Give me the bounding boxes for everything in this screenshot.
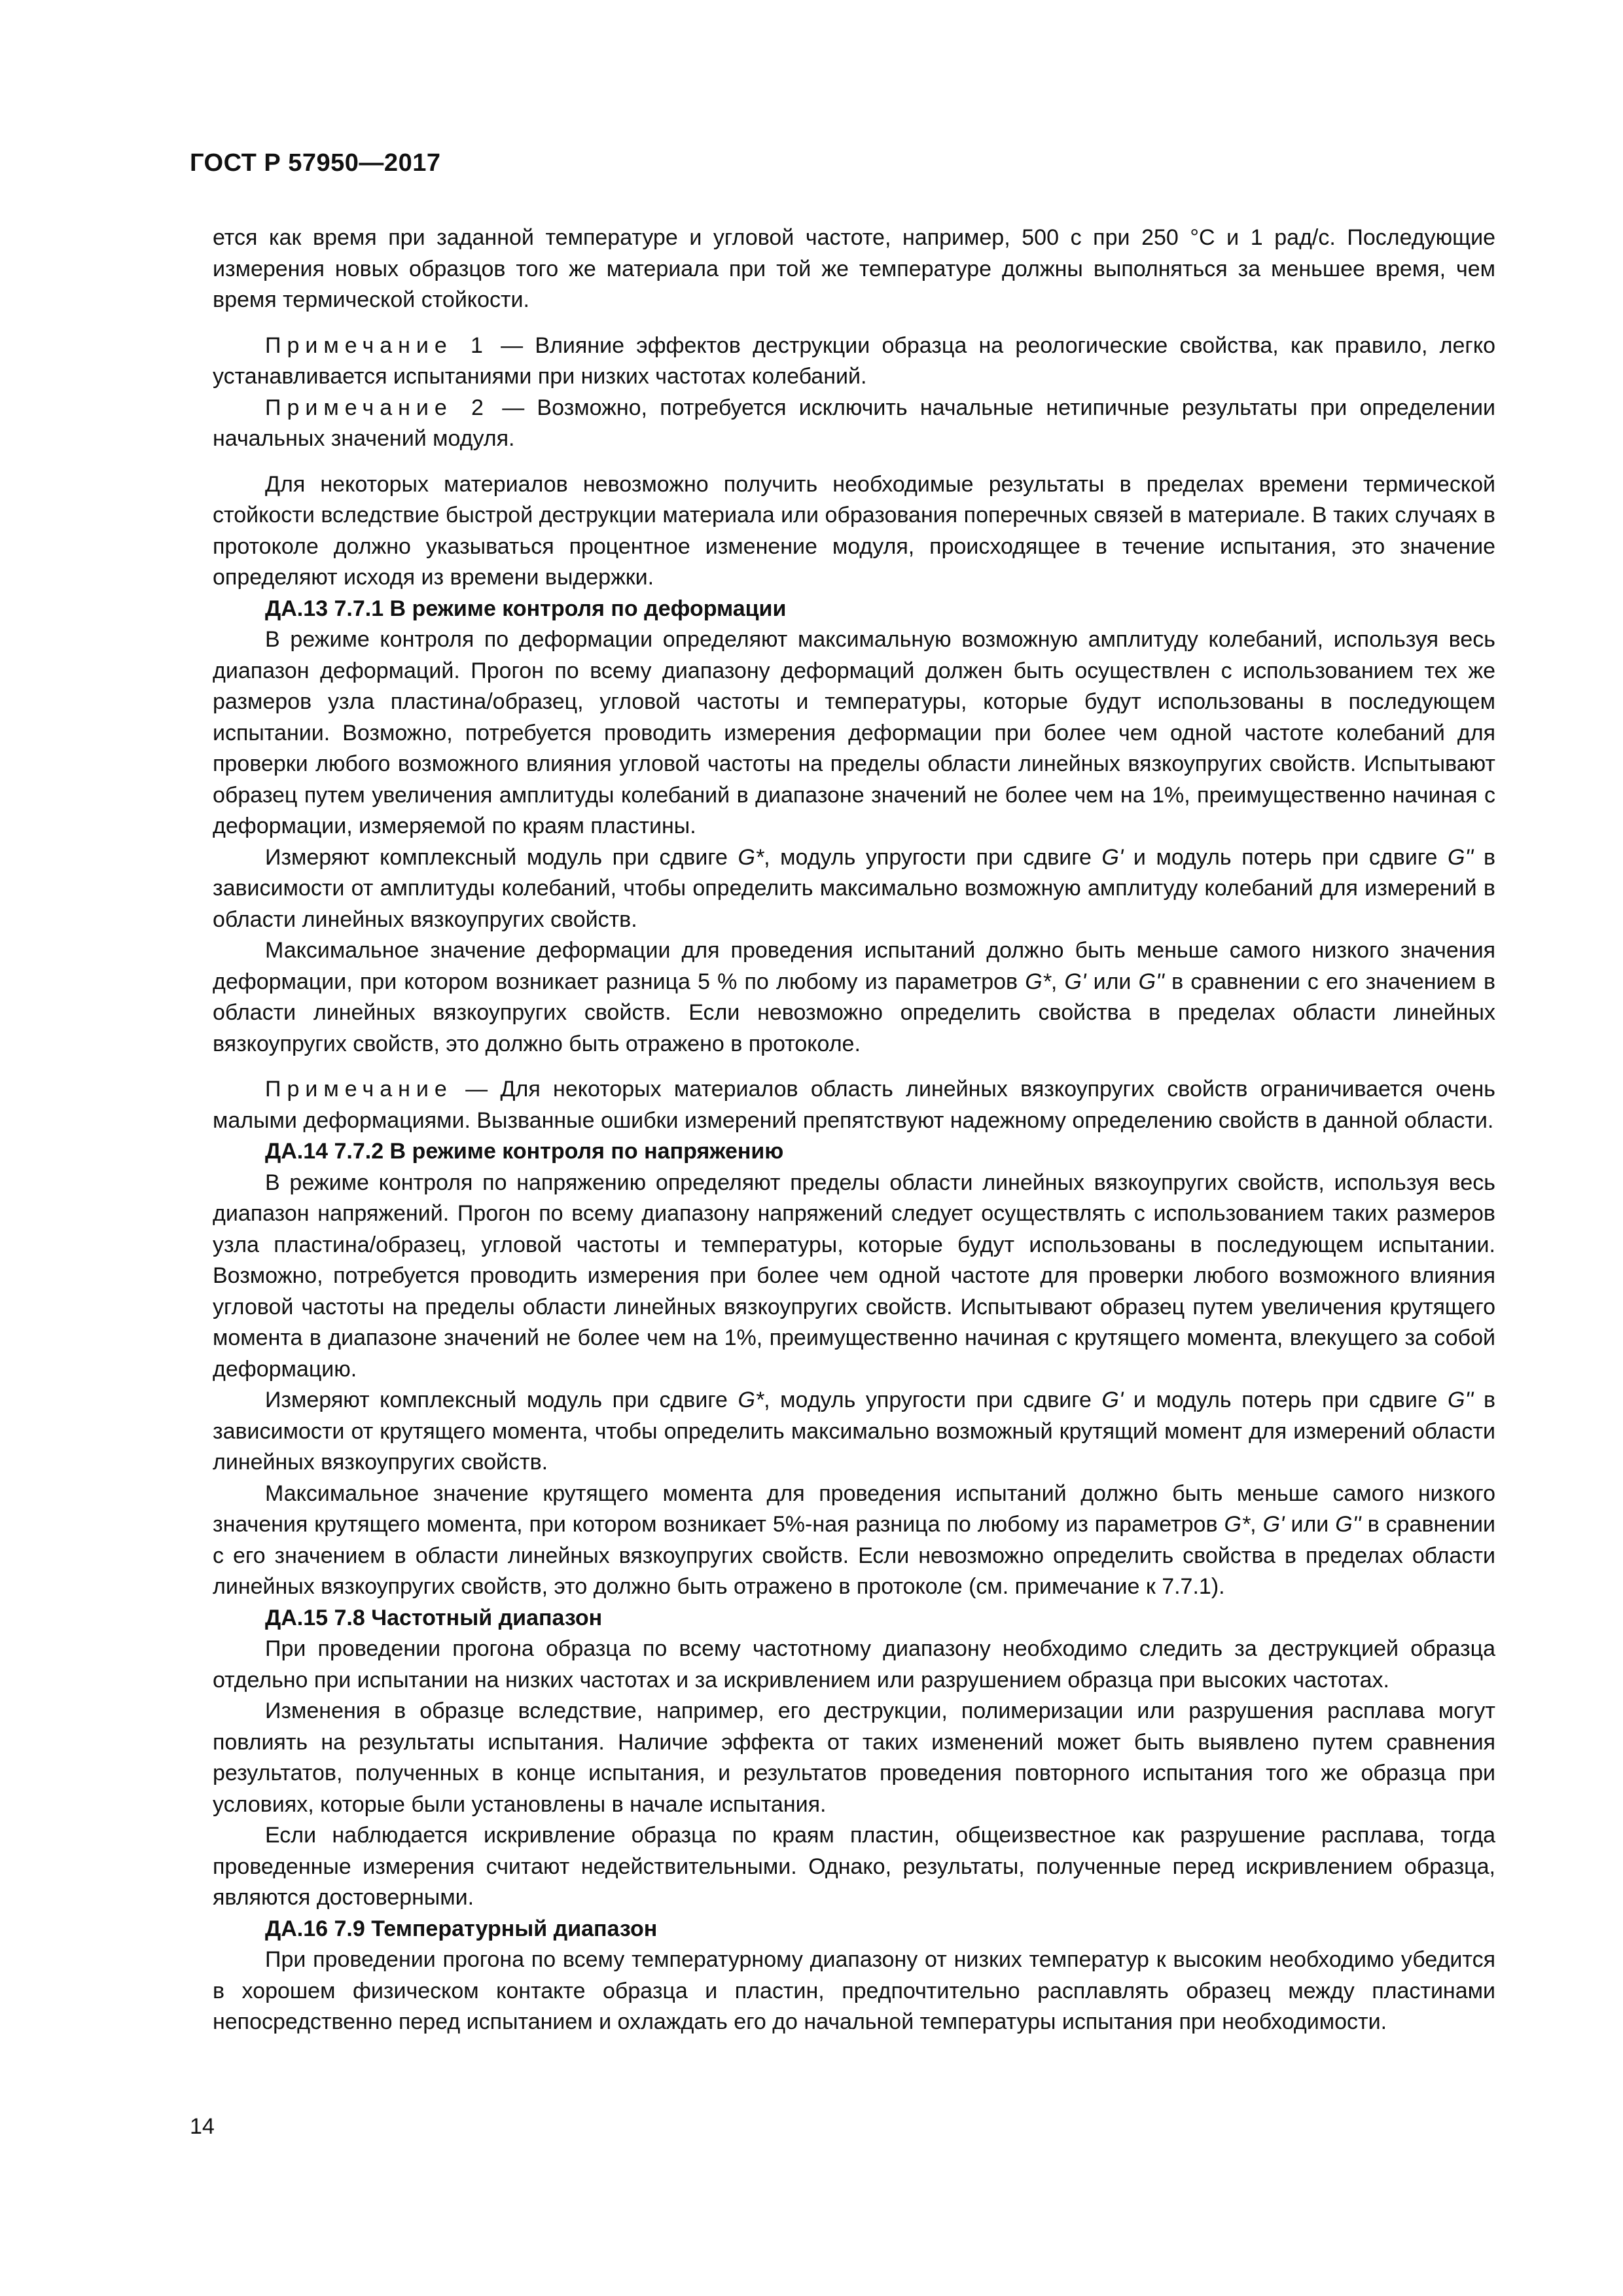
- note-3-text: — Для некоторых материалов область линейных вязкоупругих свойств ограничивается очень малыми деформациями. Вызванные ошибки измерений препятствуют надежному определению свойств в данной области.: [213, 1077, 1495, 1133]
- text-run: или: [1284, 1512, 1336, 1537]
- paragraph-strain-control: В режиме контроля по деформации определяют максимальную возможную амплитуду колебаний, используя весь диапазон деформаций. Прогон по всему диапазону деформаций должен быть осуществлен с использованием тех же размеров узла пластина/образец, угловой частоты и температуры, которые будут использованы в последующем испытании. Возможно, потребуется проводить измерения деформации при более чем одной частоте колебаний для проверки любого возможного влияния угловой частоты на пределы области линейных вязкоупругих свойств. Испытывают образец путем увеличения амплитуды колебаний в диапазоне значений не более чем на 1%, преимущественно начиная с деформации, измеряемой по краям пластины.: [213, 627, 1495, 838]
- text-run: ,: [1050, 969, 1065, 994]
- text-run: и модуль потерь при сдвиге: [1123, 1388, 1448, 1412]
- text-run: в сравнении с его значением в области линейных вязкоупругих свойств. Если невозможно определить свойства в пределах области линейных вязкоупругих свойств, это должно быть отражено в протоколе.: [213, 969, 1496, 1056]
- symbol-g-prime: G': [1262, 1512, 1285, 1537]
- note-1: [213, 331, 1495, 393]
- note-1-label: Примечание 1: [265, 332, 489, 358]
- text-run: или: [1086, 969, 1139, 994]
- text-run: Измеряют комплексный модуль при сдвиге: [265, 844, 738, 870]
- section-heading-da15: ДА.15 7.8 Частотный диапазон: [265, 1605, 603, 1630]
- document-body: [213, 223, 1495, 2038]
- text-run: в зависимости от крутящего момента, чтобы определить максимально возможный крутящий момент для измерений области линейных вязкоупругих свойств.: [213, 1388, 1496, 1475]
- text-run: Максимальное значение крутящего момента для проведения испытаний должно быть меньше самого низкого значения крутящего момента, при котором возникает 5%-ная разница по любому из параметров: [213, 1480, 1495, 1537]
- text-run: , модуль упругости при сдвиге: [764, 1388, 1102, 1412]
- note-1-text: — Влияние эффектов деструкции образца на реологические свойства, как правило, легко устанавливается испытаниями при низких частотах колебаний.: [213, 332, 1495, 389]
- symbol-g-star: G*: [738, 844, 764, 870]
- section-heading-da16: ДА.16 7.9 Температурный диапазон: [265, 1916, 658, 1941]
- paragraph-continuation: ется как время при заданной температуре и угловой частоте, например, 500 с при 250 °С и 1 рад/с. Последующие измерения новых образцов того же материала при той же температуре должны выполняться за меньшее время, чем время термической стойкости.: [213, 225, 1495, 312]
- symbol-g-star: G*: [1224, 1512, 1251, 1537]
- page-number: 14: [190, 2114, 215, 2139]
- symbol-g-prime: G': [1101, 1388, 1124, 1412]
- paragraph-frequency-sweep: При проведении прогона образца по всему частотному диапазону необходимо следить за деструкцией образца отдельно при испытании на низких частотах и за искривлением или разрушением образца при высоких частотах.: [213, 1636, 1495, 1693]
- symbol-g-star: G*: [738, 1388, 764, 1412]
- text-run: и модуль потерь при сдвиге: [1123, 844, 1448, 870]
- paragraph-stress-control: В режиме контроля по напряжению определяют пределы области линейных вязкоупругих свойств, используя весь диапазон напряжений. Прогон по всему диапазону напряжений следует осуществлять с использованием таких размеров узла пластина/образец, угловой частоты и температуры, которые будут использованы в последующем испытании. Возможно, потребуется проводить измерения при более чем одной частоте для проверки любого возможного влияния угловой частоты на пределы области линейных вязкоупругих свойств. Испытывают образец путем увеличения крутящего момента в диапазоне значений не более чем на 1%, преимущественно начиная с крутящего момента, влекущего за собой деформацию.: [213, 1170, 1495, 1382]
- symbol-g-prime: G': [1064, 969, 1086, 994]
- text-run: в сравнении с его значением в области линейных вязкоупругих свойств. Если невозможно определить свойства в пределах области линейных вязкоупругих свойств, это должно быть отражено в протоколе (см. примечание к 7.7.1).: [213, 1512, 1495, 1599]
- symbol-g-double-prime: G'': [1447, 1388, 1474, 1412]
- symbol-g-prime: G': [1101, 844, 1124, 870]
- note-2: [213, 393, 1495, 455]
- text-run: Максимальное значение деформации для проведения испытаний должно быть меньше самого низкого значения деформации, при котором возникает разница 5 % по любому из параметров: [213, 938, 1495, 994]
- text-run: , модуль упругости при сдвиге: [764, 844, 1102, 870]
- paragraph-max-strain: [213, 935, 1495, 1060]
- text-run: в зависимости от амплитуды колебаний, чтобы определить максимально возможную амплитуду колебаний для измерений в области линейных вязкоупругих свойств.: [213, 844, 1496, 932]
- paragraph-max-torque: [213, 1479, 1495, 1603]
- paragraph-thermal-stability: Для некоторых материалов невозможно получить необходимые результаты в пределах времени термической стойкости вследствие быстрой деструкции материала или образования поперечных связей в материале. В таких случаях в протоколе должно указываться процентное изменение модуля, происходящее в течение испытания, это значение определяют исходя из времени выдержки.: [213, 471, 1495, 590]
- text-run: Измеряют комплексный модуль при сдвиге: [265, 1388, 738, 1412]
- section-heading-da13: ДА.13 7.7.1 В режиме контроля по деформации: [265, 596, 787, 621]
- paragraph-sample-changes: Изменения в образце вследствие, например, его деструкции, полимеризации или разрушения расплава могут повлиять на результаты испытания. Наличие эффекта от таких изменений может быть выявлено путем сравнения результатов, полученных в конце испытания, и результатов проведения повторного испытания того же образца при условиях, которые были установлены в начале испытания.: [213, 1698, 1495, 1817]
- symbol-g-double-prime: G'': [1447, 844, 1474, 870]
- note-2-label: Примечание 2: [265, 395, 490, 420]
- text-run: ,: [1250, 1512, 1263, 1537]
- paragraph-complex-modulus-stress: [213, 1385, 1495, 1479]
- symbol-g-double-prime: G'': [1138, 969, 1165, 994]
- note-3: [213, 1074, 1495, 1136]
- section-heading-da14: ДА.14 7.7.2 В режиме контроля по напряжению: [265, 1139, 784, 1164]
- symbol-g-double-prime: G'': [1335, 1512, 1361, 1537]
- paragraph-complex-modulus-strain: [213, 842, 1495, 936]
- paragraph-melt-fracture: Если наблюдается искривление образца по краям пластин, общеизвестное как разрушение расплава, тогда проведенные измерения считают недействительными. Однако, результаты, полученные перед искривлением образца, являются достоверными.: [213, 1823, 1495, 1910]
- paragraph-temperature-sweep: При проведении прогона по всему температурному диапазону от низких температур к высоким необходимо убедится в хорошем физическом контакте образца и пластин, предпочтительно расплавлять образец между пластинами непосредственно перед испытанием и охлаждать его до начальной температуры испытания при необходимости.: [213, 1947, 1495, 2034]
- document-header: ГОСТ Р 57950—2017: [190, 149, 441, 177]
- symbol-g-star: G*: [1025, 969, 1051, 994]
- note-3-label: Примечание: [265, 1077, 453, 1102]
- note-2-text: — Возможно, потребуется исключить начальные нетипичные результаты при определении начальных значений модуля.: [213, 395, 1496, 451]
